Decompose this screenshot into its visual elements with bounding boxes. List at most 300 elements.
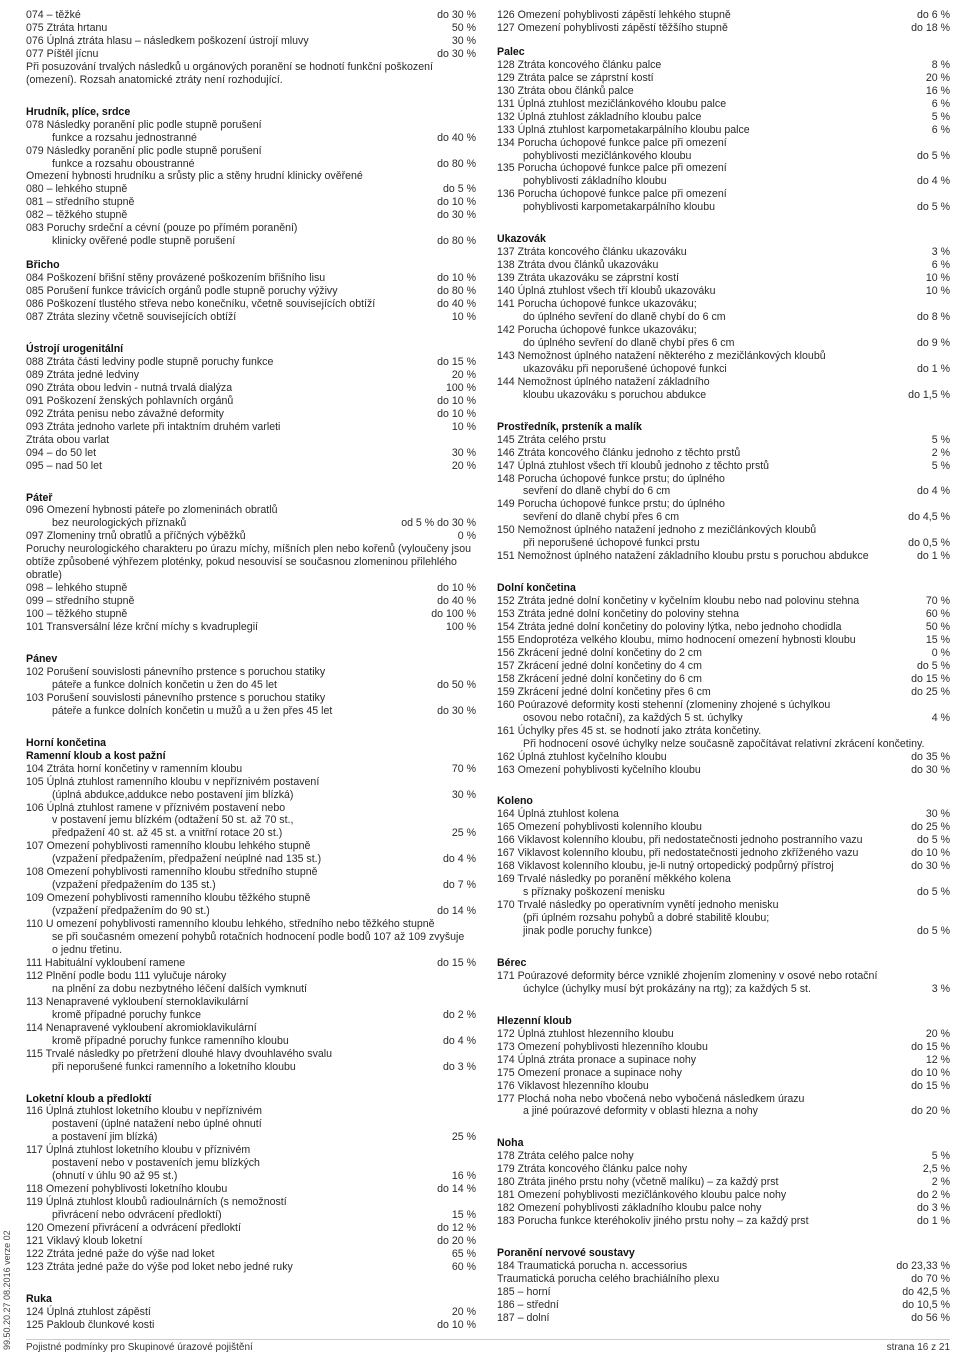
table-row	[26, 421, 476, 434]
item-description: 125 Pakloub člunkové kosti	[26, 1318, 155, 1331]
item-percentage: 4 %	[931, 711, 950, 724]
table-row	[26, 382, 476, 395]
item-description: 078 Následky poranění plic podle stupně porušení	[26, 118, 262, 131]
item-percentage: do 35 %	[911, 750, 950, 763]
table-row	[497, 751, 950, 764]
item-percentage: do 80 %	[437, 235, 476, 248]
item-percentage: do 2 %	[917, 1189, 950, 1202]
table-row	[26, 272, 476, 285]
note-text: Omezení hybnosti hrudníku a srůsty plic a stěny hrudní klinicky ověřené	[26, 170, 363, 183]
table-row	[497, 460, 950, 473]
item-description: (vzpažení předpažením, předpažení neúplné nad 135 st.)	[52, 853, 322, 866]
spacer	[497, 1228, 950, 1236]
table-row	[26, 802, 476, 815]
table-row	[497, 272, 950, 285]
table-row	[497, 447, 950, 460]
table-row	[26, 1105, 476, 1118]
table-row	[26, 1144, 476, 1157]
item-percentage: do 80 %	[437, 157, 476, 170]
table-row	[26, 504, 476, 517]
item-description: při neporušené funkci ramenního a loketního kloubu	[52, 1060, 296, 1073]
table-row	[26, 931, 476, 957]
item-percentage: 0 %	[457, 530, 476, 543]
table-row	[26, 1170, 476, 1183]
item-description: pohyblivosti mezičlánkového kloubu	[523, 149, 692, 162]
item-percentage: 30 %	[451, 34, 476, 47]
spacer	[26, 718, 476, 726]
item-description: postavení (úplné natažení nebo úplné ohnutí	[52, 1118, 262, 1131]
item-percentage: do 9 %	[917, 336, 950, 349]
spacer	[497, 938, 950, 946]
side-version-label	[2, 1150, 16, 1350]
item-description: klinicky ověřené podle stupně porušení	[52, 235, 236, 248]
item-description: 144 Nemožnost úplného natažení základního	[497, 375, 710, 388]
table-row	[497, 162, 950, 175]
table-row	[26, 983, 476, 996]
item-description: 153 Ztráta jedné dolní končetiny do poloviny stehna	[497, 608, 740, 621]
item-description: v postavení jemu blízkém (odtažení 50 st. až 70 st.,	[52, 814, 294, 827]
item-percentage: 10 %	[451, 311, 476, 324]
item-description: 164 Úplná ztuhlost kolena	[497, 808, 619, 821]
table-row	[26, 183, 476, 196]
table-row	[497, 725, 950, 738]
item-description: 136 Porucha úchopové funkce palce při omezení	[497, 188, 727, 201]
table-row	[497, 1028, 950, 1041]
item-description: 119 Úplná ztuhlost kloubů radioulnárních (s nemožností	[26, 1196, 287, 1209]
item-description: 185 – horní	[497, 1285, 551, 1298]
item-description: (úplná abdukce,addukce nebo postavení jim blízká)	[52, 788, 294, 801]
table-row	[26, 1035, 476, 1048]
item-description: 118 Omezení pohyblivosti loketního kloubu	[26, 1183, 228, 1196]
table-row	[26, 1319, 476, 1332]
table-row	[497, 1067, 950, 1080]
table-row	[497, 537, 950, 550]
table-row	[26, 209, 476, 222]
table-row	[26, 35, 476, 48]
item-percentage: do 40 %	[437, 595, 476, 608]
table-row	[497, 363, 950, 376]
item-description: (při úplném rozsahu pohybů a dobré stabilitě kloubu;	[523, 912, 770, 925]
item-description: 143 Nemožnost úplného natažení některého z mezičlánkových kloubů	[497, 349, 826, 362]
section-heading: Koleno	[497, 795, 533, 808]
table-row	[497, 485, 950, 498]
item-description: s příznaky poškození menisku	[523, 886, 665, 899]
item-description: 137 Ztráta koncového článku ukazováku	[497, 246, 687, 259]
table-row	[497, 1299, 950, 1312]
item-description: 169 Trvalé následky po poranění měkkého kolena	[497, 873, 731, 886]
item-description: 087 Ztráta sleziny včetně souvisejících obtíží	[26, 311, 237, 324]
item-percentage: do 15 %	[911, 672, 950, 685]
item-percentage: 50 %	[451, 21, 476, 34]
section-heading: Prostředník, prsteník a malík	[497, 420, 642, 433]
table-row	[26, 369, 476, 382]
table-row	[497, 860, 950, 873]
left-column	[26, 9, 476, 1332]
item-description: předpažení 40 st. až 45 st. a vnitřní rotace 20 st.)	[52, 827, 283, 840]
item-description: 089 Ztráta jedné ledviny	[26, 368, 140, 381]
section-heading: Ústrojí urogenitální	[26, 342, 124, 355]
item-percentage: 20 %	[451, 368, 476, 381]
item-percentage: 20 %	[451, 459, 476, 472]
table-row	[497, 1080, 950, 1093]
item-description: přivrácení nebo odvrácení předloktí)	[52, 1209, 222, 1222]
item-description: 106 Úplná ztuhlost ramene v příznivém postavení nebo	[26, 801, 286, 814]
item-description: 108 Omezení pohyblivosti ramenního kloubu středního stupně	[26, 866, 318, 879]
item-description: kromě případné poruchy funkce	[52, 1008, 201, 1021]
item-percentage: do 5 %	[917, 659, 950, 672]
item-percentage: do 4 %	[443, 853, 476, 866]
item-description: sevření do dlaně chybí do 6 cm	[523, 485, 671, 498]
item-description: 101 Transversální léze krční míchy s kvadruplegií	[26, 621, 258, 634]
table-row	[497, 886, 950, 899]
table-row	[497, 899, 950, 912]
item-percentage: do 80 %	[437, 285, 476, 298]
spacer	[497, 563, 950, 571]
item-description: 110 U omezení pohyblivosti ramenního kloubu lehkého, středního nebo těžkého stupně	[26, 918, 435, 931]
item-percentage: do 5 %	[917, 149, 950, 162]
item-percentage: do 10 %	[911, 1066, 950, 1079]
item-description: 124 Úplná ztuhlost zápěstí	[26, 1305, 151, 1318]
item-description: 074 – těžké	[26, 9, 81, 21]
item-percentage: 10 %	[925, 285, 950, 298]
item-percentage: 16 %	[451, 1170, 476, 1183]
item-description: 162 Úplná ztuhlost kyčelního kloubu	[497, 750, 667, 763]
table-row	[497, 389, 950, 402]
item-percentage: do 25 %	[911, 821, 950, 834]
item-percentage: do 14 %	[437, 1183, 476, 1196]
item-percentage: 3 %	[931, 246, 950, 259]
item-description: sevření do dlaně chybí přes 6 cm	[523, 511, 680, 524]
item-description: 158 Zkrácení jedné dolní končetiny do 6 cm	[497, 672, 702, 685]
item-percentage: 20 %	[925, 71, 950, 84]
item-description: a postavení jim blízká)	[52, 1131, 158, 1144]
item-percentage: 30 %	[451, 446, 476, 459]
section-heading: Ruka	[26, 1292, 52, 1305]
table-row	[497, 259, 950, 272]
table-row	[26, 1048, 476, 1061]
item-percentage: 100 %	[445, 381, 476, 394]
table-row	[26, 9, 476, 22]
item-percentage: 2,5 %	[922, 1163, 950, 1176]
item-description: páteře a funkce dolních končetin u mužů a u žen přes 45 let	[52, 704, 333, 717]
item-description: osovou nebo rotační), za každých 5 st. úchylky	[523, 711, 743, 724]
note-text: Poruchy neurologického charakteru po úrazu míchy, míšních plen nebo kořenů (vyloučeny jsou obtíže způsobené výhřezem ploténky, pokud nesouvisí se současnou zlomeninou přilehlého obratle)	[26, 543, 471, 582]
table-row	[497, 350, 950, 363]
spacer	[497, 402, 950, 410]
table-row	[497, 524, 950, 537]
table-row	[26, 1157, 476, 1170]
table-row	[26, 595, 476, 608]
item-description: 097 Zlomeniny trnů obratlů a příčných výběžků	[26, 530, 246, 543]
item-percentage: do 5 %	[917, 834, 950, 847]
table-row	[497, 983, 950, 996]
table-row	[497, 511, 950, 524]
item-description: 147 Úplná ztuhlost všech tří kloubů jednoho z těchto prstů	[497, 459, 770, 472]
item-description: 103 Porušení souvislosti pánevního prstence s poruchou statiky	[26, 691, 326, 704]
item-description: 165 Omezení pohyblivosti kolenního kloubu	[497, 821, 702, 834]
item-percentage: 100 %	[445, 621, 476, 634]
item-percentage: 60 %	[925, 608, 950, 621]
item-percentage: 3 %	[931, 982, 950, 995]
right-column	[497, 9, 950, 1325]
item-description: 128 Ztráta koncového článku palce	[497, 58, 662, 71]
spacer	[26, 473, 476, 481]
item-percentage: do 10 %	[437, 394, 476, 407]
item-description: 111 Habituální vykloubení ramene	[26, 956, 186, 969]
table-row	[26, 1061, 476, 1074]
item-percentage: do 20 %	[911, 1105, 950, 1118]
item-percentage: do 40 %	[437, 298, 476, 311]
spacer	[26, 634, 476, 642]
item-description: 138 Ztráta dvou článků ukazováku	[497, 259, 659, 272]
item-description: 077 Píštěl jícnu	[26, 47, 99, 60]
table-row	[26, 853, 476, 866]
item-percentage: do 30 %	[437, 9, 476, 21]
item-percentage: 0 %	[931, 646, 950, 659]
table-row	[497, 712, 950, 725]
table-row	[26, 408, 476, 421]
item-percentage: do 30 %	[437, 704, 476, 717]
item-percentage: 20 %	[925, 1027, 950, 1040]
section-heading: Noha	[497, 1137, 524, 1150]
table-row	[26, 1261, 476, 1274]
table-row	[497, 324, 950, 337]
table-row	[497, 201, 950, 214]
table-row	[497, 699, 950, 712]
item-description: kloubu ukazováku s poruchou abdukce	[523, 388, 707, 401]
table-row	[497, 550, 950, 563]
spacer	[26, 1074, 476, 1082]
section-heading: Páteř	[26, 491, 53, 504]
item-description: 127 Omezení pohyblivosti zápěstí těžšího stupně	[497, 21, 728, 34]
table-row	[497, 175, 950, 188]
table-row	[497, 85, 950, 98]
item-description: Traumatická porucha celého brachiálního plexu	[497, 1273, 720, 1286]
item-description: 142 Porucha úchopové funkce ukazováku;	[497, 323, 697, 336]
item-percentage: do 2 %	[443, 1008, 476, 1021]
item-percentage: do 10 %	[437, 272, 476, 285]
item-percentage: do 10 %	[437, 1318, 476, 1331]
table-row	[497, 1260, 950, 1273]
item-percentage: do 10 %	[437, 196, 476, 209]
item-percentage: do 30 %	[911, 860, 950, 873]
table-row	[26, 1235, 476, 1248]
table-row	[26, 608, 476, 621]
item-percentage: 25 %	[451, 827, 476, 840]
table-row	[497, 1163, 950, 1176]
item-description: 131 Úplná ztuhlost mezičlánkového kloubu palce	[497, 97, 727, 110]
item-description: 076 Úplná ztráta hlasu – následkem poškození ústrojí mluvy	[26, 34, 309, 47]
table-row	[497, 9, 950, 22]
table-row	[26, 879, 476, 892]
table-row	[497, 595, 950, 608]
table-row	[497, 137, 950, 150]
table-row	[26, 1131, 476, 1144]
item-description: 176 Viklavost hlezenního kloubu	[497, 1079, 649, 1092]
table-row	[497, 98, 950, 111]
item-description: 094 – do 50 let	[26, 446, 97, 459]
table-row	[26, 530, 476, 543]
item-percentage: 30 %	[925, 808, 950, 821]
item-percentage: 5 %	[931, 433, 950, 446]
footer-divider	[26, 1339, 950, 1340]
table-row	[26, 776, 476, 789]
item-percentage: do 14 %	[437, 905, 476, 918]
item-description: funkce a rozsahu jednostranné	[52, 131, 197, 144]
table-row	[26, 1183, 476, 1196]
item-description: 149 Porucha úchopové funkce prstu; do úplného	[497, 498, 725, 511]
table-row	[26, 311, 476, 324]
item-description: 135 Porucha úchopové funkce palce při omezení	[497, 162, 727, 175]
item-description: 093 Ztráta jednoho varlete při intaktním druhém varleti	[26, 420, 281, 433]
item-description: (ohnutí v úhlu 90 až 95 st.)	[52, 1170, 178, 1183]
item-description: bez neurologických příznaků	[52, 517, 187, 530]
table-row	[26, 1022, 476, 1035]
footer-page-number: strana 16 z 21	[886, 1342, 950, 1353]
item-description: 085 Porušení funkce trávicích orgánů podle stupně poruchy výživy	[26, 285, 338, 298]
item-description: 133 Úplná ztuhlost karpometakarpálního kloubu palce	[497, 123, 750, 136]
item-percentage: do 12 %	[437, 1222, 476, 1235]
item-description: 096 Omezení hybnosti páteře po zlomeninách obratlů	[26, 504, 278, 517]
table-row	[497, 1105, 950, 1118]
table-row	[26, 840, 476, 853]
table-row	[497, 686, 950, 699]
table-row	[497, 124, 950, 137]
item-percentage: do 23,33 %	[896, 1260, 950, 1273]
item-percentage: do 10 %	[911, 847, 950, 860]
item-description: 166 Viklavost kolenního kloubu, při nedostatečnosti jednoho postranního vazu	[497, 834, 863, 847]
item-description: 123 Ztráta jedné paže do výše pod loket nebo jedné ruky	[26, 1260, 293, 1273]
item-description: 178 Ztráta celého palce nohy	[497, 1150, 634, 1163]
item-percentage: do 5 %	[443, 183, 476, 196]
item-description: 156 Zkrácení jedné dolní končetiny do 2 cm	[497, 646, 702, 659]
table-row	[497, 376, 950, 389]
table-row	[26, 1118, 476, 1131]
table-row	[497, 72, 950, 85]
table-row	[26, 132, 476, 145]
item-description: postavení nebo v postaveních jemu blízkých	[52, 1157, 260, 1170]
table-row	[497, 738, 950, 751]
item-percentage: do 4 %	[917, 175, 950, 188]
table-row	[26, 395, 476, 408]
table-row	[26, 814, 476, 827]
item-description: 152 Ztráta jedné dolní končetiny v kyčelním kloubu nebo nad polovinu stehna	[497, 595, 860, 608]
item-description: 163 Omezení pohyblivosti kyčelního kloubu	[497, 763, 701, 776]
item-percentage: 70 %	[451, 762, 476, 775]
item-percentage: do 50 %	[437, 678, 476, 691]
table-row	[497, 925, 950, 938]
item-description: funkce a rozsahu oboustranné	[52, 157, 195, 170]
table-row	[26, 235, 476, 248]
item-percentage: 6 %	[931, 97, 950, 110]
item-description: 148 Porucha úchopové funkce prstu; do úplného	[497, 472, 725, 485]
section-heading: Pánev	[26, 652, 58, 665]
table-row	[26, 48, 476, 61]
table-row	[497, 337, 950, 350]
item-percentage: do 5 %	[917, 201, 950, 214]
item-percentage: 5 %	[931, 459, 950, 472]
table-row	[497, 647, 950, 660]
item-percentage: 16 %	[925, 84, 950, 97]
item-description: (vzpažení předpažením do 90 st.)	[52, 905, 210, 918]
item-description: 080 – lehkého stupně	[26, 183, 128, 196]
item-description: 115 Trvalé následky po přetržení dlouhé hlavy dvouhlavého svalu	[26, 1047, 333, 1060]
item-percentage: 8 %	[931, 58, 950, 71]
item-description: 099 – středního stupně	[26, 595, 135, 608]
table-row	[26, 827, 476, 840]
item-percentage: do 30 %	[437, 47, 476, 60]
item-description: 134 Porucha úchopové funkce palce při omezení	[497, 136, 727, 149]
table-row	[26, 1009, 476, 1022]
item-percentage: do 3 %	[917, 1202, 950, 1215]
item-percentage: do 100 %	[431, 608, 476, 621]
item-description: do úplného sevření do dlaně chybí přes 6 cm	[523, 336, 735, 349]
item-description: 172 Úplná ztuhlost hlezenního kloubu	[497, 1027, 674, 1040]
item-percentage: 10 %	[451, 420, 476, 433]
item-percentage: 25 %	[451, 1131, 476, 1144]
item-description: 122 Ztráta jedné paže do výše nad loket	[26, 1247, 215, 1260]
table-row	[26, 460, 476, 473]
side-version-text: 99.50.20.27 08.2016 verze 02	[2, 1230, 12, 1350]
item-description: ukazováku při neporušené úchopové funkci	[523, 362, 727, 375]
table-row	[26, 285, 476, 298]
item-percentage: do 10 %	[437, 407, 476, 420]
table-row	[497, 970, 950, 983]
item-description: 150 Nemožnost úplného natažení jednoho z mezičlánkových kloubů	[497, 524, 817, 537]
table-row	[497, 873, 950, 886]
table-row	[26, 679, 476, 692]
item-percentage: do 0,5 %	[908, 537, 950, 550]
table-row	[497, 1286, 950, 1299]
item-description: pohyblivosti základního kloubu	[523, 175, 667, 188]
table-row	[497, 498, 950, 511]
spacer	[497, 214, 950, 222]
section-heading: Loketní kloub a předloktí	[26, 1092, 152, 1105]
item-description: 104 Ztráta horní končetiny v ramenním kloubu	[26, 762, 243, 775]
item-description: 102 Porušení souvislosti pánevního prstence s poruchou statiky	[26, 665, 326, 678]
item-description: 151 Nemožnost úplného natažení základního kloubu prstu s poruchou abdukce	[497, 550, 869, 563]
item-percentage: do 5 %	[917, 886, 950, 899]
item-description: 088 Ztráta části ledviny podle stupně poruchy funkce	[26, 355, 274, 368]
table-row	[497, 1041, 950, 1054]
table-row	[26, 1222, 476, 1235]
spacer	[497, 1118, 950, 1126]
table-row	[26, 119, 476, 132]
item-description: 139 Ztráta ukazováku se záprstní kostí	[497, 272, 679, 285]
item-description: 105 Úplná ztuhlost ramenního kloubu v nepříznivém postavení	[26, 775, 320, 788]
table-row	[497, 59, 950, 72]
table-row	[497, 660, 950, 673]
table-row	[26, 763, 476, 776]
section-heading: Dolní končetina	[497, 582, 576, 595]
table-row	[497, 1312, 950, 1325]
item-percentage: do 18 %	[911, 21, 950, 34]
item-description: na plnění za dobu nezbytného léčení dalších vymknutí	[52, 982, 308, 995]
item-description: 173 Omezení pohyblivosti hlezenního kloubu	[497, 1040, 708, 1053]
item-description: 182 Omezení pohyblivosti základního kloubu palce nohy	[497, 1202, 762, 1215]
spacer	[26, 1274, 476, 1282]
item-description: 121 Viklavý kloub loketní	[26, 1235, 143, 1248]
item-percentage: do 1 %	[917, 362, 950, 375]
item-description: 184 Traumatická porucha n. accessorius	[497, 1260, 688, 1273]
footer-document-title: Pojistné podmínky pro Skupinové úrazové pojištění	[26, 1342, 253, 1353]
table-row	[26, 22, 476, 35]
item-percentage: do 1 %	[917, 550, 950, 563]
table-row	[26, 692, 476, 705]
item-percentage: 50 %	[925, 621, 950, 634]
item-percentage: do 15 %	[911, 1040, 950, 1053]
section-heading: Hlezenní kloub	[497, 1014, 572, 1027]
